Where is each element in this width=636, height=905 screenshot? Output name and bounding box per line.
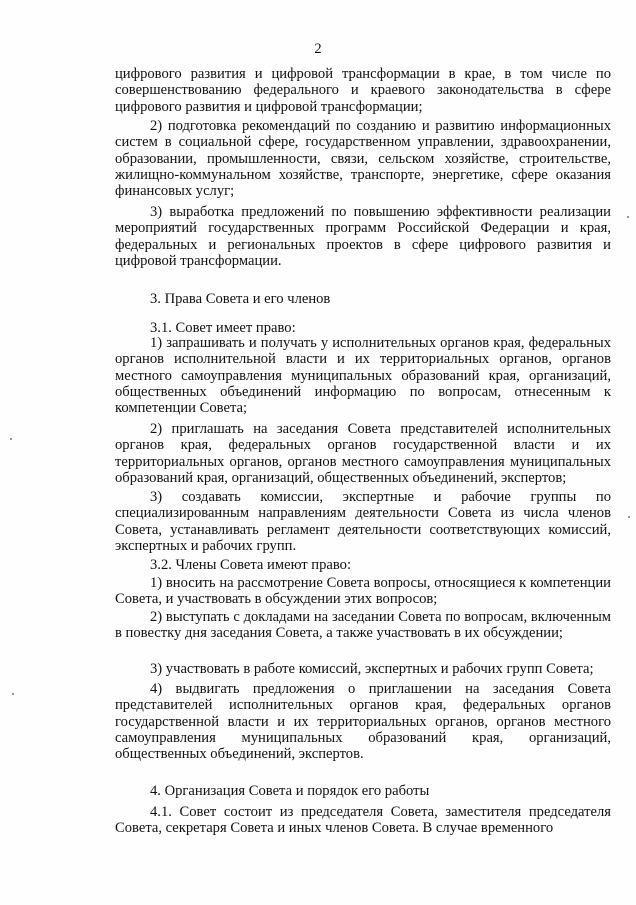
subsection-3-2: 3.2. Члены Совета имеют право: xyxy=(150,557,352,573)
scan-speck xyxy=(10,438,12,440)
paragraph-continuation: цифрового развития и цифровой трансформации в крае, в том числе по совершенствованию федерального и краевого законодательства в сфере цифрового развития и цифровой трансформации; xyxy=(115,66,611,115)
paragraph-3-1-item-2: 2) приглашать на заседания Совета представителей исполнительных органов края, федеральных органов государственной власти и их территориальных органов, органов местного самоуправления муниципальных образований края, организаций, общественных объединений, экспертов; xyxy=(115,421,611,486)
section-heading-3: 3. Права Совета и его членов xyxy=(150,291,331,307)
scan-speck xyxy=(628,516,630,518)
paragraph-item-3-proposals: 3) выработка предложений по повышению эффективности реализации мероприятий государственных программ Российской Федерации и края, федеральных и региональных проектов в сфере цифрового развития и цифровой трансформации. xyxy=(115,204,611,269)
paragraph-3-1-item-3: 3) создавать комиссии, экспертные и рабочие группы по специализированным направлениям деятельности Совета из числа членов Совета, устанавливать регламент деятельности соответствующих комиссий, экспертных и рабочих групп. xyxy=(115,489,611,554)
paragraph-3-2-item-2: 2) выступать с докладами на заседании Совета по вопросам, включенным в повестку дня заседания Совета, а также участвовать в их обсуждении; xyxy=(115,609,611,642)
section-heading-4: 4. Организация Совета и порядок его работы xyxy=(150,783,430,799)
subsection-3-1: 3.1. Совет имеет право: xyxy=(150,320,296,336)
paragraph-3-1-item-1: 1) запрашивать и получать у исполнительных органов края, федеральных органов исполнительной власти и их территориальных органов, органов местного самоуправления муниципальных образований края, организаций, общественных объединений информацию по вопросам, отнесенным к компетенции Совета; xyxy=(115,335,611,417)
paragraph-3-2-item-3: 3) участвовать в работе комиссий, экспертных и рабочих групп Совета; xyxy=(150,661,594,677)
paragraph-4-1: 4.1. Совет состоит из председателя Совета, заместителя председателя Совета, секретаря Совета и иных членов Совета. В случае временного xyxy=(115,804,611,837)
paragraph-3-2-item-1: 1) вносить на рассмотрение Совета вопросы, относящиеся к компетенции Совета, и участвовать в обсуждении этих вопросов; xyxy=(115,575,611,608)
page-number: 2 xyxy=(314,41,322,57)
paragraph-item-2-systems: 2) подготовка рекомендаций по созданию и развитию информационных систем в социальной сфере, государственном управлении, здравоохранении, образовании, промышленности, связи, сельском хозяйстве, строительстве, жилищно-коммунальном хозяйстве, транспорте, энергетике, сфере оказания финансовых услуг; xyxy=(115,118,611,200)
scan-speck xyxy=(12,693,14,695)
paragraph-3-2-item-4: 4) выдвигать предложения о приглашении на заседания Совета представителей исполнительных органов края, федеральных органов государственной власти и их территориальных органов, органов местного самоуправления муниципальных образований края, организаций, общественных объединений, экспертов. xyxy=(115,681,611,763)
scan-speck xyxy=(627,216,629,218)
